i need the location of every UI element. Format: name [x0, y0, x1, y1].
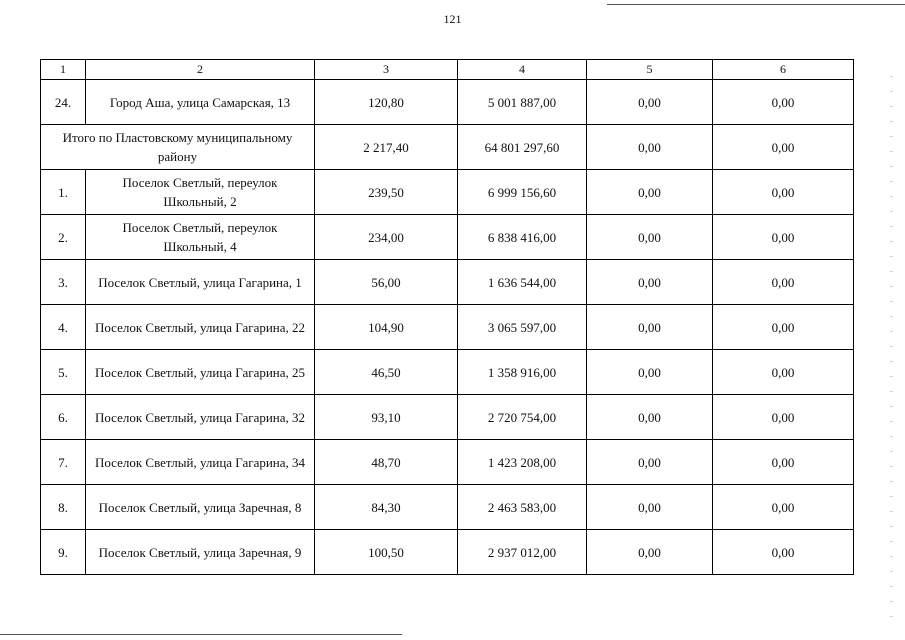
- row-number: 6.: [41, 395, 86, 440]
- table-row: [41, 305, 854, 350]
- row-col6: 0,00: [713, 350, 854, 395]
- header-row: [41, 60, 854, 80]
- row-col6: 0,00: [713, 260, 854, 305]
- row-cost: 3 065 597,00: [458, 305, 587, 350]
- row-number: 24.: [41, 80, 86, 125]
- table-row: [41, 395, 854, 440]
- total-col5: 0,00: [587, 125, 713, 170]
- row-col5: 0,00: [587, 395, 713, 440]
- registry-table: [40, 59, 854, 575]
- row-area: 46,50: [315, 350, 458, 395]
- column-header-1: 1: [41, 60, 86, 80]
- table-row: [41, 440, 854, 485]
- row-cost: 2 720 754,00: [458, 395, 587, 440]
- table-row: [41, 170, 854, 215]
- row-area: 234,00: [315, 215, 458, 260]
- row-col6: 0,00: [713, 395, 854, 440]
- table-row: [41, 215, 854, 260]
- row-address: Поселок Светлый, переулок Школьный, 4: [86, 215, 315, 260]
- table-row: [41, 350, 854, 395]
- row-area: 100,50: [315, 530, 458, 575]
- row-number: 7.: [41, 440, 86, 485]
- row-address: Поселок Светлый, улица Гагарина, 1: [86, 260, 315, 305]
- row-col6: 0,00: [713, 440, 854, 485]
- row-area: 56,00: [315, 260, 458, 305]
- row-col5: 0,00: [587, 215, 713, 260]
- table-row: [41, 260, 854, 305]
- row-col5: 0,00: [587, 260, 713, 305]
- row-address: Поселок Светлый, улица Гагарина, 25: [86, 350, 315, 395]
- scan-artifact: [890, 70, 893, 630]
- row-cost: 1 423 208,00: [458, 440, 587, 485]
- row-area: 84,30: [315, 485, 458, 530]
- row-col5: 0,00: [587, 170, 713, 215]
- column-header-6: 6: [713, 60, 854, 80]
- row-col5: 0,00: [587, 305, 713, 350]
- bottom-rule: [0, 634, 402, 635]
- row-number: 8.: [41, 485, 86, 530]
- total-area: 2 217,40: [315, 125, 458, 170]
- total-cost: 64 801 297,60: [458, 125, 587, 170]
- row-address: Поселок Светлый, улица Заречная, 8: [86, 485, 315, 530]
- row-area: 120,80: [315, 80, 458, 125]
- row-area: 239,50: [315, 170, 458, 215]
- total-col6: 0,00: [713, 125, 854, 170]
- row-cost: 2 463 583,00: [458, 485, 587, 530]
- row-address: Поселок Светлый, улица Заречная, 9: [86, 530, 315, 575]
- row-col5: 0,00: [587, 350, 713, 395]
- row-cost: 1 358 916,00: [458, 350, 587, 395]
- row-number: 1.: [41, 170, 86, 215]
- row-col6: 0,00: [713, 80, 854, 125]
- row-cost: 2 937 012,00: [458, 530, 587, 575]
- column-header-4: 4: [458, 60, 587, 80]
- row-area: 48,70: [315, 440, 458, 485]
- row-col5: 0,00: [587, 485, 713, 530]
- row-col5: 0,00: [587, 440, 713, 485]
- row-address: Поселок Светлый, переулок Школьный, 2: [86, 170, 315, 215]
- row-col6: 0,00: [713, 305, 854, 350]
- total-row: [41, 125, 854, 170]
- row-address: Поселок Светлый, улица Гагарина, 22: [86, 305, 315, 350]
- column-header-5: 5: [587, 60, 713, 80]
- table-row: [41, 530, 854, 575]
- page-number: 121: [443, 12, 462, 26]
- row-area: 104,90: [315, 305, 458, 350]
- top-rule: [607, 4, 905, 5]
- row-number: 3.: [41, 260, 86, 305]
- row-col6: 0,00: [713, 485, 854, 530]
- row-col5: 0,00: [587, 80, 713, 125]
- row-cost: 6 999 156,60: [458, 170, 587, 215]
- row-cost: 1 636 544,00: [458, 260, 587, 305]
- row-number: 2.: [41, 215, 86, 260]
- row-address: Город Аша, улица Самарская, 13: [86, 80, 315, 125]
- table-row: [41, 80, 854, 125]
- row-number: 4.: [41, 305, 86, 350]
- row-area: 93,10: [315, 395, 458, 440]
- row-address: Поселок Светлый, улица Гагарина, 34: [86, 440, 315, 485]
- row-number: 5.: [41, 350, 86, 395]
- row-col6: 0,00: [713, 170, 854, 215]
- row-address: Поселок Светлый, улица Гагарина, 32: [86, 395, 315, 440]
- table-row: [41, 485, 854, 530]
- row-col6: 0,00: [713, 530, 854, 575]
- total-label: Итого по Пластовскому муниципальному району: [41, 125, 315, 170]
- column-header-2: 2: [86, 60, 315, 80]
- row-col6: 0,00: [713, 215, 854, 260]
- column-header-3: 3: [315, 60, 458, 80]
- row-number: 9.: [41, 530, 86, 575]
- row-cost: 6 838 416,00: [458, 215, 587, 260]
- row-col5: 0,00: [587, 530, 713, 575]
- row-cost: 5 001 887,00: [458, 80, 587, 125]
